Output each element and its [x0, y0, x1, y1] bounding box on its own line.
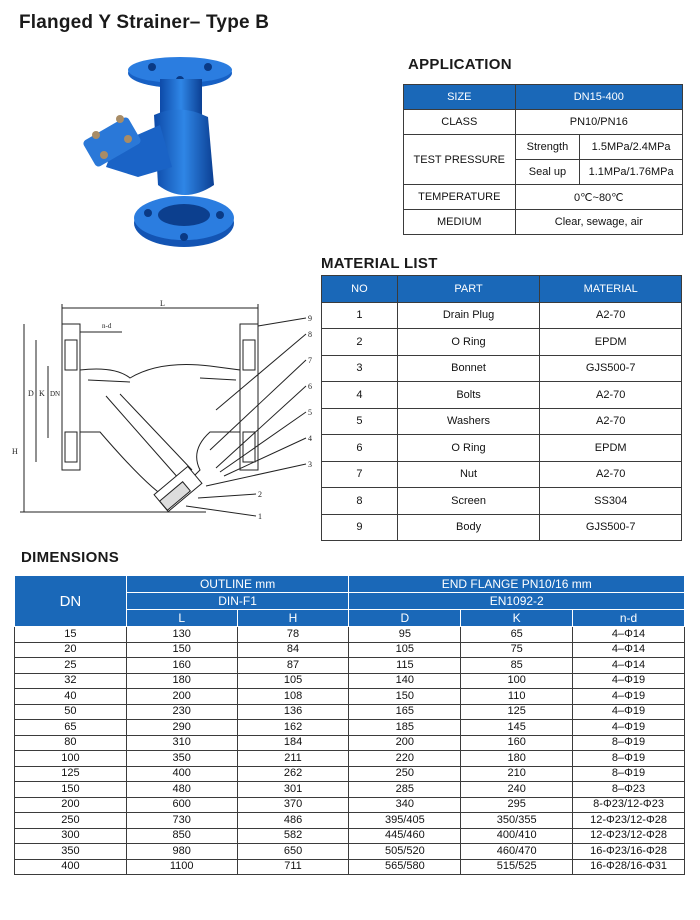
drawing-label-h: H — [12, 447, 18, 456]
l-cell: 350 — [126, 751, 237, 767]
table-row — [322, 302, 682, 329]
d-cell: 115 — [349, 658, 461, 674]
k-cell: 145 — [461, 720, 573, 736]
class-label: CLASS — [404, 110, 516, 135]
no-cell: 2 — [322, 329, 398, 356]
h-cell: 582 — [237, 828, 349, 844]
test-pressure-label: TEST PRESSURE — [404, 135, 516, 185]
part-cell: Drain Plug — [397, 302, 540, 329]
dn-cell: 40 — [15, 689, 127, 705]
nd-cell: 4–Φ19 — [573, 689, 685, 705]
l-cell: 480 — [126, 782, 237, 798]
l-cell: 850 — [126, 828, 237, 844]
table-row — [322, 355, 682, 382]
table-row — [15, 689, 685, 705]
no-cell: 6 — [322, 435, 398, 462]
flange-standard: EN1092-2 — [349, 593, 685, 610]
nd-cell: 12-Φ23/12-Φ28 — [573, 813, 685, 829]
table-row — [15, 735, 685, 751]
nd-cell: 4–Φ14 — [573, 642, 685, 658]
h-cell: 105 — [237, 673, 349, 689]
h-cell: 87 — [237, 658, 349, 674]
drawing-label-d: D — [28, 389, 34, 398]
material-cell: GJS500-7 — [540, 514, 682, 541]
application-heading: APPLICATION — [408, 56, 512, 73]
no-cell: 5 — [322, 408, 398, 435]
table-row — [15, 627, 685, 643]
k-cell: 180 — [461, 751, 573, 767]
material-cell: GJS500-7 — [540, 355, 682, 382]
nd-cell: 8–Φ19 — [573, 766, 685, 782]
k-cell: 460/470 — [461, 844, 573, 860]
table-row — [15, 673, 685, 689]
k-cell: 65 — [461, 627, 573, 643]
dn-cell: 65 — [15, 720, 127, 736]
d-cell: 95 — [349, 627, 461, 643]
d-cell: 340 — [349, 797, 461, 813]
part-cell: Bolts — [397, 382, 540, 409]
col-header-d: D — [349, 610, 461, 627]
h-cell: 211 — [237, 751, 349, 767]
table-row — [322, 382, 682, 409]
d-cell: 105 — [349, 642, 461, 658]
dn-cell: 125 — [15, 766, 127, 782]
d-cell: 565/580 — [349, 859, 461, 875]
dn-cell: 400 — [15, 859, 127, 875]
nd-cell: 4–Φ14 — [573, 658, 685, 674]
k-cell: 210 — [461, 766, 573, 782]
outline-header: OUTLINE mm — [126, 576, 349, 593]
dimensions-table — [14, 575, 685, 875]
dn-cell: 50 — [15, 704, 127, 720]
table-row — [15, 642, 685, 658]
table-row — [15, 751, 685, 767]
material-header-no: NO — [322, 276, 398, 303]
l-cell: 180 — [126, 673, 237, 689]
dn-cell: 150 — [15, 782, 127, 798]
no-cell: 8 — [322, 488, 398, 515]
table-row — [15, 658, 685, 674]
dn-cell: 300 — [15, 828, 127, 844]
no-cell: 7 — [322, 461, 398, 488]
l-cell: 310 — [126, 735, 237, 751]
application-table — [403, 84, 683, 235]
k-cell: 100 — [461, 673, 573, 689]
d-cell: 150 — [349, 689, 461, 705]
k-cell: 85 — [461, 658, 573, 674]
h-cell: 78 — [237, 627, 349, 643]
nd-cell: 16-Φ28/16-Φ31 — [573, 859, 685, 875]
d-cell: 505/520 — [349, 844, 461, 860]
end-flange-header: END FLANGE PN10/16 mm — [349, 576, 685, 593]
material-header-material: MATERIAL — [540, 276, 682, 303]
sealup-value: 1.1MPa/1.76MPa — [580, 160, 683, 185]
callout-6: 6 — [308, 382, 312, 391]
temperature-value: 0℃~80℃ — [515, 185, 682, 210]
callout-3: 3 — [308, 460, 312, 469]
callout-9: 9 — [308, 314, 312, 323]
sealup-label: Seal up — [515, 160, 580, 185]
no-cell: 3 — [322, 355, 398, 382]
dn-cell: 25 — [15, 658, 127, 674]
material-list-heading: MATERIAL LIST — [321, 255, 438, 272]
dn-cell: 200 — [15, 797, 127, 813]
nd-cell: 16-Φ23/16-Φ28 — [573, 844, 685, 860]
table-row — [15, 859, 685, 875]
d-cell: 140 — [349, 673, 461, 689]
table-row — [322, 435, 682, 462]
dn-cell: 80 — [15, 735, 127, 751]
h-cell: 84 — [237, 642, 349, 658]
nd-cell: 4–Φ19 — [573, 673, 685, 689]
k-cell: 160 — [461, 735, 573, 751]
temperature-label: TEMPERATURE — [404, 185, 516, 210]
no-cell: 1 — [322, 302, 398, 329]
l-cell: 980 — [126, 844, 237, 860]
part-cell: O Ring — [397, 435, 540, 462]
col-header-l: L — [126, 610, 237, 627]
drawing-label-l: L — [160, 300, 165, 308]
nd-cell: 4–Φ19 — [573, 704, 685, 720]
l-cell: 1100 — [126, 859, 237, 875]
material-table — [321, 275, 682, 541]
table-row — [322, 461, 682, 488]
h-cell: 711 — [237, 859, 349, 875]
table-row — [15, 782, 685, 798]
h-cell: 650 — [237, 844, 349, 860]
nd-cell: 8–Φ23 — [573, 782, 685, 798]
table-row — [322, 329, 682, 356]
dn-cell: 32 — [15, 673, 127, 689]
y-strainer-product-image — [74, 55, 244, 255]
k-cell: 350/355 — [461, 813, 573, 829]
h-cell: 162 — [237, 720, 349, 736]
technical-drawing — [10, 300, 320, 525]
dn-cell: 250 — [15, 813, 127, 829]
callout-7: 7 — [308, 356, 312, 365]
class-value: PN10/PN16 — [515, 110, 682, 135]
k-cell: 400/410 — [461, 828, 573, 844]
h-cell: 184 — [237, 735, 349, 751]
material-cell: EPDM — [540, 435, 682, 462]
h-cell: 370 — [237, 797, 349, 813]
material-cell: A2-70 — [540, 382, 682, 409]
part-cell: Screen — [397, 488, 540, 515]
col-header-k: K — [461, 610, 573, 627]
d-cell: 185 — [349, 720, 461, 736]
col-header-h: H — [237, 610, 349, 627]
d-cell: 445/460 — [349, 828, 461, 844]
part-cell: Washers — [397, 408, 540, 435]
dn-cell: 20 — [15, 642, 127, 658]
table-row — [15, 844, 685, 860]
table-row — [15, 797, 685, 813]
d-cell: 200 — [349, 735, 461, 751]
col-header-nd: n-d — [573, 610, 685, 627]
l-cell: 600 — [126, 797, 237, 813]
h-cell: 262 — [237, 766, 349, 782]
d-cell: 285 — [349, 782, 461, 798]
h-cell: 136 — [237, 704, 349, 720]
k-cell: 110 — [461, 689, 573, 705]
nd-cell: 8–Φ19 — [573, 751, 685, 767]
callout-5: 5 — [308, 408, 312, 417]
l-cell: 130 — [126, 627, 237, 643]
dn-cell: 100 — [15, 751, 127, 767]
size-value: DN15-400 — [515, 85, 682, 110]
l-cell: 150 — [126, 642, 237, 658]
k-cell: 125 — [461, 704, 573, 720]
part-cell: Bonnet — [397, 355, 540, 382]
part-cell: Nut — [397, 461, 540, 488]
d-cell: 395/405 — [349, 813, 461, 829]
table-row — [322, 488, 682, 515]
k-cell: 515/525 — [461, 859, 573, 875]
k-cell: 240 — [461, 782, 573, 798]
medium-label: MEDIUM — [404, 210, 516, 235]
k-cell: 295 — [461, 797, 573, 813]
material-cell: EPDM — [540, 329, 682, 356]
part-cell: O Ring — [397, 329, 540, 356]
callout-8: 8 — [308, 330, 312, 339]
page-title: Flanged Y Strainer– Type B — [19, 12, 270, 33]
drawing-label-dn: DN — [50, 390, 61, 398]
dn-cell: 15 — [15, 627, 127, 643]
table-row — [322, 408, 682, 435]
material-cell: A2-70 — [540, 302, 682, 329]
medium-value: Clear, sewage, air — [515, 210, 682, 235]
part-cell: Body — [397, 514, 540, 541]
strength-value: 1.5MPa/2.4MPa — [580, 135, 683, 160]
table-row — [15, 720, 685, 736]
strength-label: Strength — [515, 135, 580, 160]
no-cell: 9 — [322, 514, 398, 541]
table-row — [15, 828, 685, 844]
table-row — [322, 514, 682, 541]
material-cell: A2-70 — [540, 461, 682, 488]
nd-cell: 8-Φ23/12-Φ23 — [573, 797, 685, 813]
table-row — [15, 813, 685, 829]
outline-standard: DIN-F1 — [126, 593, 349, 610]
no-cell: 4 — [322, 382, 398, 409]
l-cell: 290 — [126, 720, 237, 736]
callout-1: 1 — [258, 512, 262, 521]
size-label: SIZE — [404, 85, 516, 110]
nd-cell: 4–Φ14 — [573, 627, 685, 643]
h-cell: 486 — [237, 813, 349, 829]
dn-header: DN — [15, 576, 127, 627]
nd-cell: 8–Φ19 — [573, 735, 685, 751]
l-cell: 200 — [126, 689, 237, 705]
d-cell: 165 — [349, 704, 461, 720]
d-cell: 220 — [349, 751, 461, 767]
l-cell: 730 — [126, 813, 237, 829]
d-cell: 250 — [349, 766, 461, 782]
callout-4: 4 — [308, 434, 312, 443]
material-header-part: PART — [397, 276, 540, 303]
nd-cell: 4–Φ19 — [573, 720, 685, 736]
table-row — [15, 766, 685, 782]
callout-2: 2 — [258, 490, 262, 499]
dn-cell: 350 — [15, 844, 127, 860]
material-cell: SS304 — [540, 488, 682, 515]
drawing-label-k: K — [39, 389, 45, 398]
nd-cell: 12-Φ23/12-Φ28 — [573, 828, 685, 844]
table-row — [15, 704, 685, 720]
l-cell: 160 — [126, 658, 237, 674]
dimensions-heading: DIMENSIONS — [21, 549, 120, 566]
l-cell: 230 — [126, 704, 237, 720]
material-cell: A2-70 — [540, 408, 682, 435]
l-cell: 400 — [126, 766, 237, 782]
k-cell: 75 — [461, 642, 573, 658]
h-cell: 301 — [237, 782, 349, 798]
drawing-label-nd: n-d — [102, 322, 112, 330]
h-cell: 108 — [237, 689, 349, 705]
